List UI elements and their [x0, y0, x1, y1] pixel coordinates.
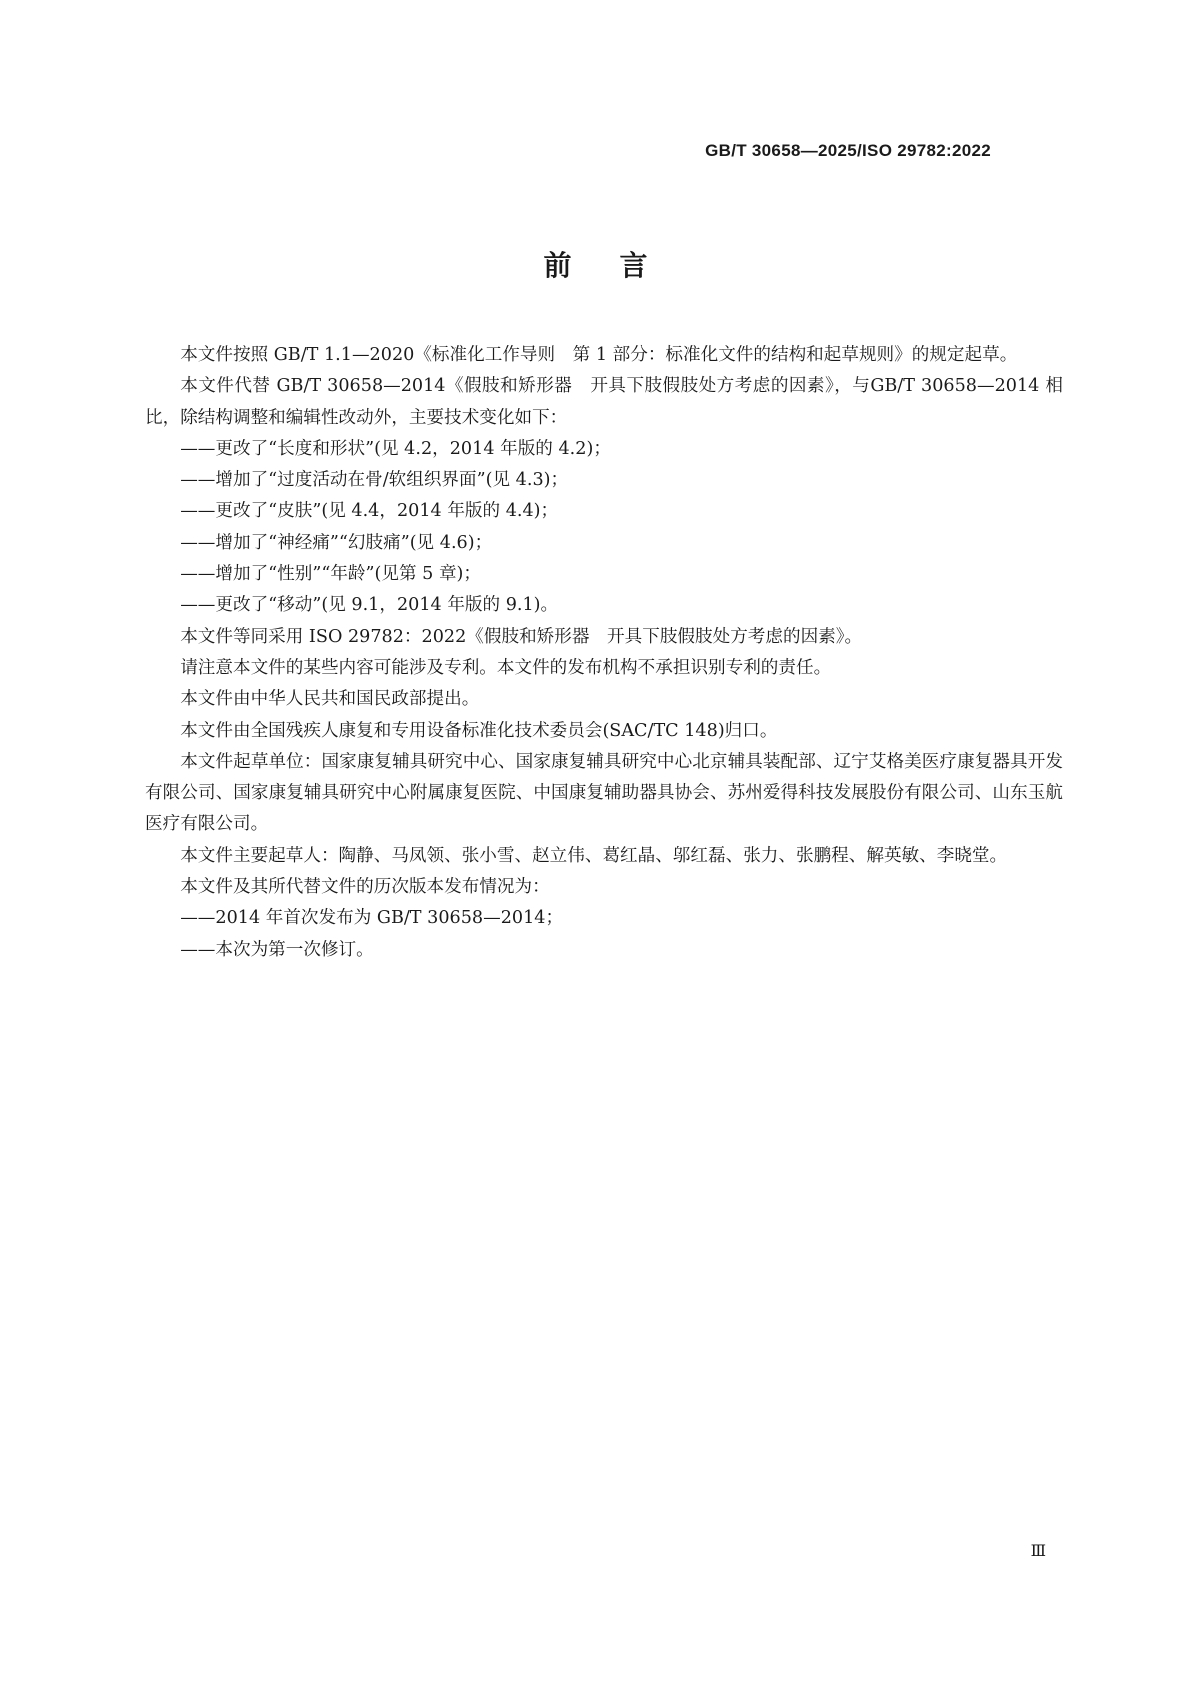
- paragraph-adoption: 本文件等同采用 ISO 29782：2022《假肢和矫形器 开具下肢假肢处方考虑的因素》。: [180, 626, 863, 647]
- paragraph-drafters: 本文件主要起草人：陶静、马凤领、张小雪、赵立伟、葛红晶、邬红磊、张力、张鹏程、解英敏、李晓堂。: [180, 845, 1008, 866]
- change-item: ——更改了“长度和形状”(见 4.2，2014 年版的 4.2)；: [180, 438, 611, 459]
- paragraph-history-intro: 本文件及其所代替文件的历次版本发布情况为：: [180, 877, 550, 898]
- paragraph-drafting-units: 本文件起草单位：国家康复辅具研究中心、国家康复辅具研究中心北京辅具装配部、辽宁艾格美医疗康复器具开发有限公司、国家康复辅具研究中心附属康复医院、中国康复辅助器具协会、苏州爱得科技发展股份有限公司、山东玉航医疗有限公司。: [145, 751, 1063, 835]
- document-code: GB/T 30658—2025/ISO 29782:2022: [705, 141, 991, 160]
- paragraph-patent-notice: 请注意本文件的某些内容可能涉及专利。本文件的发布机构不承担识别专利的责任。: [180, 657, 832, 678]
- paragraph-drafting-rules: 本文件按照 GB/T 1.1—2020《标准化工作导则 第 1 部分：标准化文件的结构和起草规则》的规定起草。: [180, 345, 1018, 365]
- paragraph-proposer: 本文件由中华人民共和国民政部提出。: [180, 689, 480, 710]
- change-item: ——更改了“皮肤”(见 4.4，2014 年版的 4.4)；: [180, 501, 559, 522]
- page-number: Ⅲ: [1030, 1543, 1046, 1560]
- change-item: ——增加了“神经痛”“幻肢痛”(见 4.6)；: [180, 532, 493, 553]
- history-item: ——本次为第一次修订。: [180, 939, 374, 960]
- page-title: 前言: [543, 249, 696, 282]
- history-item: ——2014 年首次发布为 GB/T 30658—2014；: [180, 908, 564, 929]
- foreword-body: [145, 340, 1063, 966]
- paragraph-committee: 本文件由全国残疾人康复和专用设备标准化技术委员会(SAC/TC 148)归口。: [180, 720, 778, 741]
- paragraph-replacement: 本文件代替 GB/T 30658—2014《假肢和矫形器 开具下肢假肢处方考虑的因素》，与GB/T 30658—2014 相比，除结构调整和编辑性改动外，主要技术变化如下：: [145, 376, 1063, 428]
- change-item: ——增加了“性别”“年龄”(见第 5 章)；: [180, 564, 481, 585]
- change-item: ——更改了“移动”(见 9.1，2014 年版的 9.1)。: [180, 595, 559, 616]
- change-item: ——增加了“过度活动在骨/软组织界面”(见 4.3)；: [180, 470, 569, 491]
